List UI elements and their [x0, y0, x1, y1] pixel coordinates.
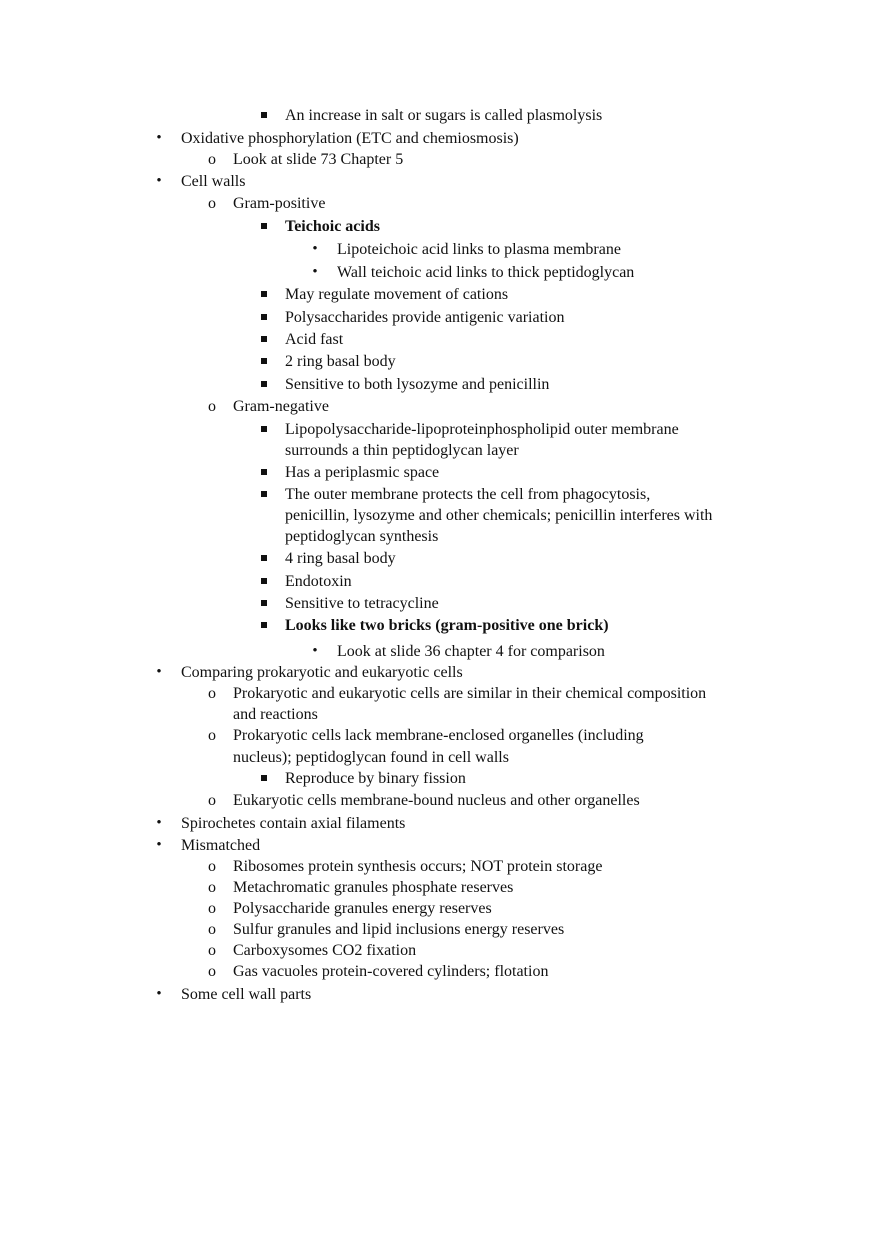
outline-item-level-3 — [285, 593, 439, 614]
circle-bullet-icon: o — [208, 792, 216, 809]
item-text: penicillin, lysozyme and other chemicals; penicillin interferes with — [285, 507, 713, 524]
outline-item-level-3 — [285, 548, 396, 569]
outline-item-level-3 — [285, 419, 679, 440]
square-bullet-icon — [259, 105, 269, 126]
item-text: Teichoic acids — [285, 218, 380, 235]
item-text: Eukaryotic cells membrane-bound nucleus and other organelles — [233, 792, 640, 809]
item-text: Reproduce by binary fission — [285, 770, 466, 787]
circle-bullet-icon: o — [208, 195, 216, 212]
circle-bullet-icon: o — [208, 879, 216, 896]
outline-item-level-4 — [312, 641, 605, 662]
outline-item-level-2 — [208, 790, 640, 811]
square-bullet-icon — [259, 462, 269, 483]
square-bullet-icon — [259, 419, 269, 440]
outline-item-level-2 — [208, 856, 603, 877]
outline-item-level-2 — [208, 919, 565, 940]
circle-bullet-icon: o — [208, 900, 216, 917]
dot-bullet-icon: • — [312, 264, 318, 280]
square-bullet-icon — [259, 216, 269, 237]
square-bullet-icon — [259, 484, 269, 505]
outline-line-continuation — [285, 440, 519, 461]
outline-item-level-3 — [285, 105, 602, 126]
dot-bullet-icon: • — [156, 986, 162, 1002]
outline-item-level-3 — [285, 462, 439, 483]
item-text: nucleus); peptidoglycan found in cell walls — [233, 749, 509, 766]
circle-bullet-icon: o — [208, 727, 216, 744]
outline-item-level-3 — [285, 351, 396, 372]
outline-item-level-1 — [156, 128, 519, 149]
circle-bullet-icon: o — [208, 858, 216, 875]
square-bullet-icon — [259, 548, 269, 569]
outline-item-level-4 — [312, 262, 635, 283]
outline-item-level-3 — [285, 284, 508, 305]
item-text: Has a periplasmic space — [285, 464, 440, 481]
item-text: Polysaccharide granules energy reserves — [233, 900, 492, 917]
outline-item-level-3 — [285, 615, 609, 636]
item-text: Polysaccharides provide antigenic variation — [285, 309, 565, 326]
outline-item-level-3 — [285, 768, 466, 789]
item-text: Prokaryotic cells lack membrane-enclosed organelles (including — [233, 727, 644, 744]
item-text: surrounds a thin peptidoglycan layer — [285, 442, 519, 459]
item-text: Spirochetes contain axial filaments — [181, 815, 406, 832]
item-text: peptidoglycan synthesis — [285, 528, 439, 545]
square-bullet-icon — [259, 351, 269, 372]
outline-item-level-1 — [156, 171, 246, 192]
outline-line-continuation — [233, 747, 509, 768]
outline-item-level-3 — [285, 307, 564, 328]
outline-item-level-3 — [285, 216, 380, 237]
item-text: Mismatched — [181, 837, 261, 854]
item-text: Sensitive to tetracycline — [285, 595, 439, 612]
outline-item-level-2 — [208, 725, 644, 746]
item-text: Endotoxin — [285, 573, 352, 590]
outline-item-level-2 — [208, 898, 492, 919]
dot-bullet-icon: • — [156, 173, 162, 189]
item-text: Cell walls — [181, 173, 246, 190]
dot-bullet-icon: • — [156, 664, 162, 680]
item-text: Gas vacuoles protein-covered cylinders; flotation — [233, 963, 549, 980]
outline-item-level-2 — [208, 149, 404, 170]
outline-item-level-1 — [156, 813, 406, 834]
square-bullet-icon — [259, 329, 269, 350]
item-text: Oxidative phosphorylation (ETC and chemiosmosis) — [181, 130, 519, 147]
item-text: Wall teichoic acid links to thick peptidoglycan — [337, 264, 635, 281]
square-bullet-icon — [259, 571, 269, 592]
square-bullet-icon — [259, 307, 269, 328]
dot-bullet-icon: • — [156, 837, 162, 853]
item-text: Metachromatic granules phosphate reserves — [233, 879, 514, 896]
square-bullet-icon — [259, 374, 269, 395]
item-text: Acid fast — [285, 331, 344, 348]
outline-line-continuation — [233, 704, 318, 725]
outline-item-level-2 — [208, 396, 329, 417]
square-bullet-icon — [259, 768, 269, 789]
outline-item-level-2 — [208, 877, 514, 898]
item-text: Prokaryotic and eukaryotic cells are similar in their chemical composition — [233, 685, 707, 702]
outline-item-level-1 — [156, 984, 312, 1005]
item-text: May regulate movement of cations — [285, 286, 509, 303]
dot-bullet-icon: • — [312, 643, 318, 659]
outline-item-level-3 — [285, 484, 650, 505]
dot-bullet-icon: • — [156, 815, 162, 831]
item-text: Sulfur granules and lipid inclusions energy reserves — [233, 921, 565, 938]
outline-item-level-1 — [156, 662, 463, 683]
outline-line-continuation — [285, 526, 438, 547]
circle-bullet-icon: o — [208, 398, 216, 415]
circle-bullet-icon: o — [208, 942, 216, 959]
item-text: 4 ring basal body — [285, 550, 396, 567]
item-text: 2 ring basal body — [285, 353, 396, 370]
item-text: Lipoteichoic acid links to plasma membrane — [337, 241, 621, 258]
item-text: Sensitive to both lysozyme and penicillin — [285, 376, 550, 393]
outline-item-level-2 — [208, 940, 417, 961]
item-text: An increase in salt or sugars is called plasmolysis — [285, 107, 603, 124]
item-text: Carboxysomes CO2 fixation — [233, 942, 417, 959]
item-text: Look at slide 73 Chapter 5 — [233, 151, 404, 168]
item-text: Some cell wall parts — [181, 986, 312, 1003]
item-text: Look at slide 36 chapter 4 for comparison — [337, 643, 605, 660]
item-text: and reactions — [233, 706, 318, 723]
outline-item-level-2 — [208, 193, 326, 214]
outline-item-level-3 — [285, 329, 343, 350]
circle-bullet-icon: o — [208, 963, 216, 980]
dot-bullet-icon: • — [312, 241, 318, 257]
square-bullet-icon — [259, 284, 269, 305]
outline-item-level-1 — [156, 835, 261, 856]
dot-bullet-icon: • — [156, 130, 162, 146]
circle-bullet-icon: o — [208, 685, 216, 702]
item-text: Gram-positive — [233, 195, 326, 212]
outline-item-level-4 — [312, 239, 621, 260]
square-bullet-icon — [259, 593, 269, 614]
outline-item-level-3 — [285, 374, 549, 395]
square-bullet-icon — [259, 615, 269, 636]
item-text: Comparing prokaryotic and eukaryotic cells — [181, 664, 463, 681]
circle-bullet-icon: o — [208, 921, 216, 938]
item-text: Ribosomes protein synthesis occurs; NOT protein storage — [233, 858, 603, 875]
item-text: Gram-negative — [233, 398, 329, 415]
outline-item-level-3 — [285, 571, 352, 592]
circle-bullet-icon: o — [208, 151, 216, 168]
outline-item-level-2 — [208, 961, 549, 982]
item-text: Looks like two bricks (gram-positive one brick) — [285, 617, 609, 634]
outline-item-level-2 — [208, 683, 707, 704]
outline-line-continuation — [285, 505, 712, 526]
item-text: Lipopolysaccharide-lipoproteinphospholipid outer membrane — [285, 421, 679, 438]
item-text: The outer membrane protects the cell from phagocytosis, — [285, 486, 651, 503]
